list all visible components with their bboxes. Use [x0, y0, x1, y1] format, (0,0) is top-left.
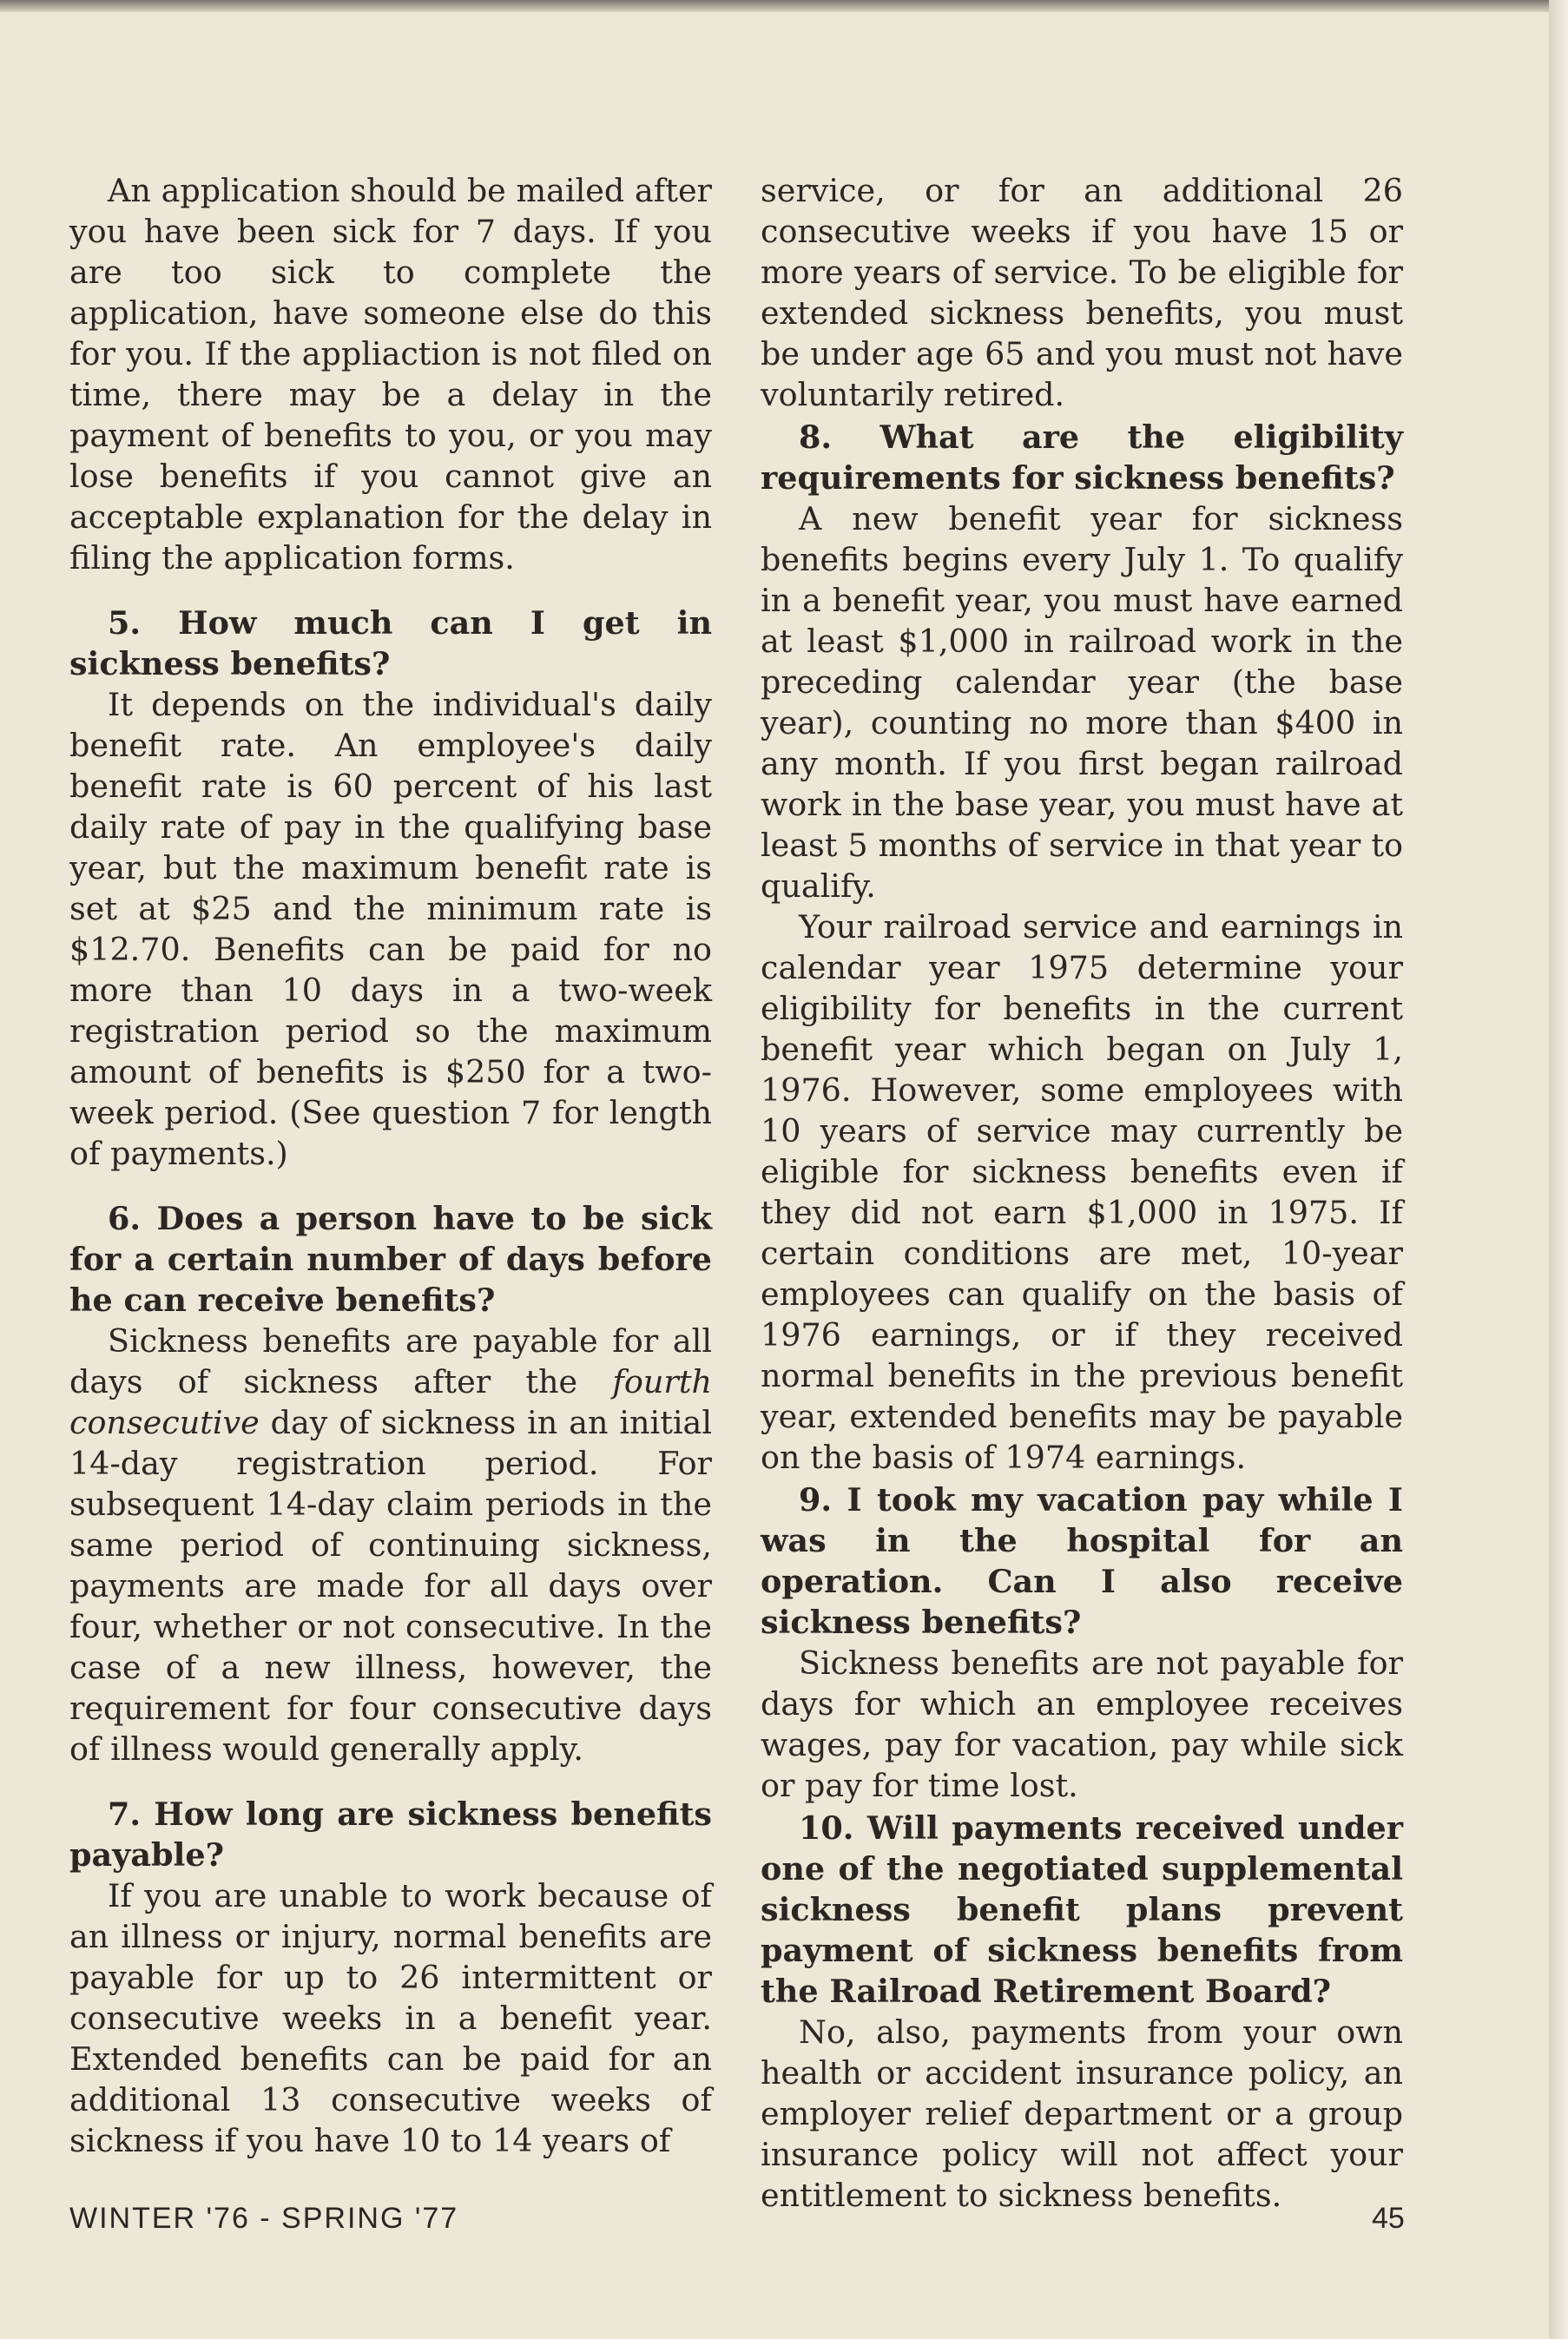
- left-column: [69, 170, 712, 2161]
- answer-6-paragraph: [69, 1321, 712, 1769]
- page-number: 45: [1372, 2202, 1405, 2235]
- answer-6-text-start: Sickness benefits are payable for all days of sickness after the: [69, 1322, 712, 1400]
- answer-10-paragraph: No, also, payments from your own health or accident insurance policy, an employer relief department or a group insurance policy will not affect your entitlement to sickness benefits.: [761, 2013, 1403, 2214]
- question-7-heading: 7. How long are sickness benefits payable?: [69, 1795, 712, 1874]
- intro-paragraph: An application should be mailed after you have been sick for 7 days. If you are too sick to complete the application, have someone else do this for you. If the appliaction is not filed on time, there may be a delay in the payment of benefits to you, or you may lose benefits if you cannot give an acceptable explanation for the delay in filing the application forms.: [69, 172, 712, 577]
- answer-7-paragraph: If you are unable to work because of an illness or injury, normal benefits are payable for up to 26 intermittent or consecutive weeks in a benefit year. Extended benefits can be paid for an additional 13 consecutive weeks of sickness if you have 10 to 14 years of: [69, 1877, 712, 2159]
- answer-6-text-end: day of sickness in an initial 14-day registration period. For subsequent 14-day claim periods in the same period of continuing sickness, payments are made for all days over four, whether or not consecutive. In the case of a new illness, however, the requirement for four consecutive days of illness would generally apply.: [69, 1404, 712, 1768]
- page-edge-right: [1549, 0, 1568, 2339]
- answer-8-paragraph-1: A new benefit year for sickness benefits begins every July 1. To qualify in a benefit year, you must have earned at least $1,000 in railroad work in the preceding calendar year (the base year), counting no more than $400 in any month. If you first began railroad work in the base year, you must have at least 5 months of service in that year to qualify.: [761, 500, 1403, 905]
- answer-9-paragraph: Sickness benefits are not payable for days for which an employee receives wages, pay for vacation, pay while sick or pay for time lost.: [761, 1644, 1403, 1804]
- issue-footer: WINTER '76 - SPRING '77: [69, 2202, 459, 2235]
- question-5-heading: 5. How much can I get in sickness benefits?: [69, 604, 712, 682]
- question-6-heading: 6. Does a person have to be sick for a certain number of days before he can receive benefits?: [69, 1200, 712, 1319]
- right-column: [761, 170, 1403, 2216]
- page-edge-top: [0, 0, 1568, 12]
- answer-5-paragraph: It depends on the individual's daily benefit rate. An employee's daily benefit rate is 60 percent of his last daily rate of pay in the qualifying base year, but the maximum benefit rate is set at $25 and the minimum rate is $12.70. Benefits can be paid for no more than 10 days in a two-week registration period so the maximum amount of benefits is $250 for a two-week period. (See question 7 for length of payments.): [69, 686, 712, 1172]
- question-8-heading: 8. What are the eligibility requirements for sickness benefits?: [761, 418, 1403, 497]
- answer-6-italic-phrase: fourth consecutive: [69, 1363, 712, 1441]
- question-10-heading: 10. Will payments received under one of the negotiated supplemental sickness benefit plans prevent payment of sickness benefits from the Railroad Retirement Board?: [761, 1809, 1403, 2010]
- answer-7-continued: service, or for an additional 26 consecutive weeks if you have 15 or more years of service. To be eligible for extended sickness benefits, you must be under age 65 and you must not have voluntarily retired.: [761, 172, 1403, 413]
- question-9-heading: 9. I took my vacation pay while I was in the hospital for an operation. Can I also receive sickness benefits?: [761, 1481, 1403, 1641]
- answer-8-paragraph-2: Your railroad service and earnings in calendar year 1975 determine your eligibility for benefits in the current benefit year which began on July 1, 1976. However, some employees with 10 years of service may currently be eligible for sickness benefits even if they did not earn $1,000 in 1975. If certain conditions are met, 10-year employees can qualify on the basis of 1976 earnings, or if they received normal benefits in the previous benefit year, extended benefits may be payable on the basis of 1974 earnings.: [761, 908, 1403, 1476]
